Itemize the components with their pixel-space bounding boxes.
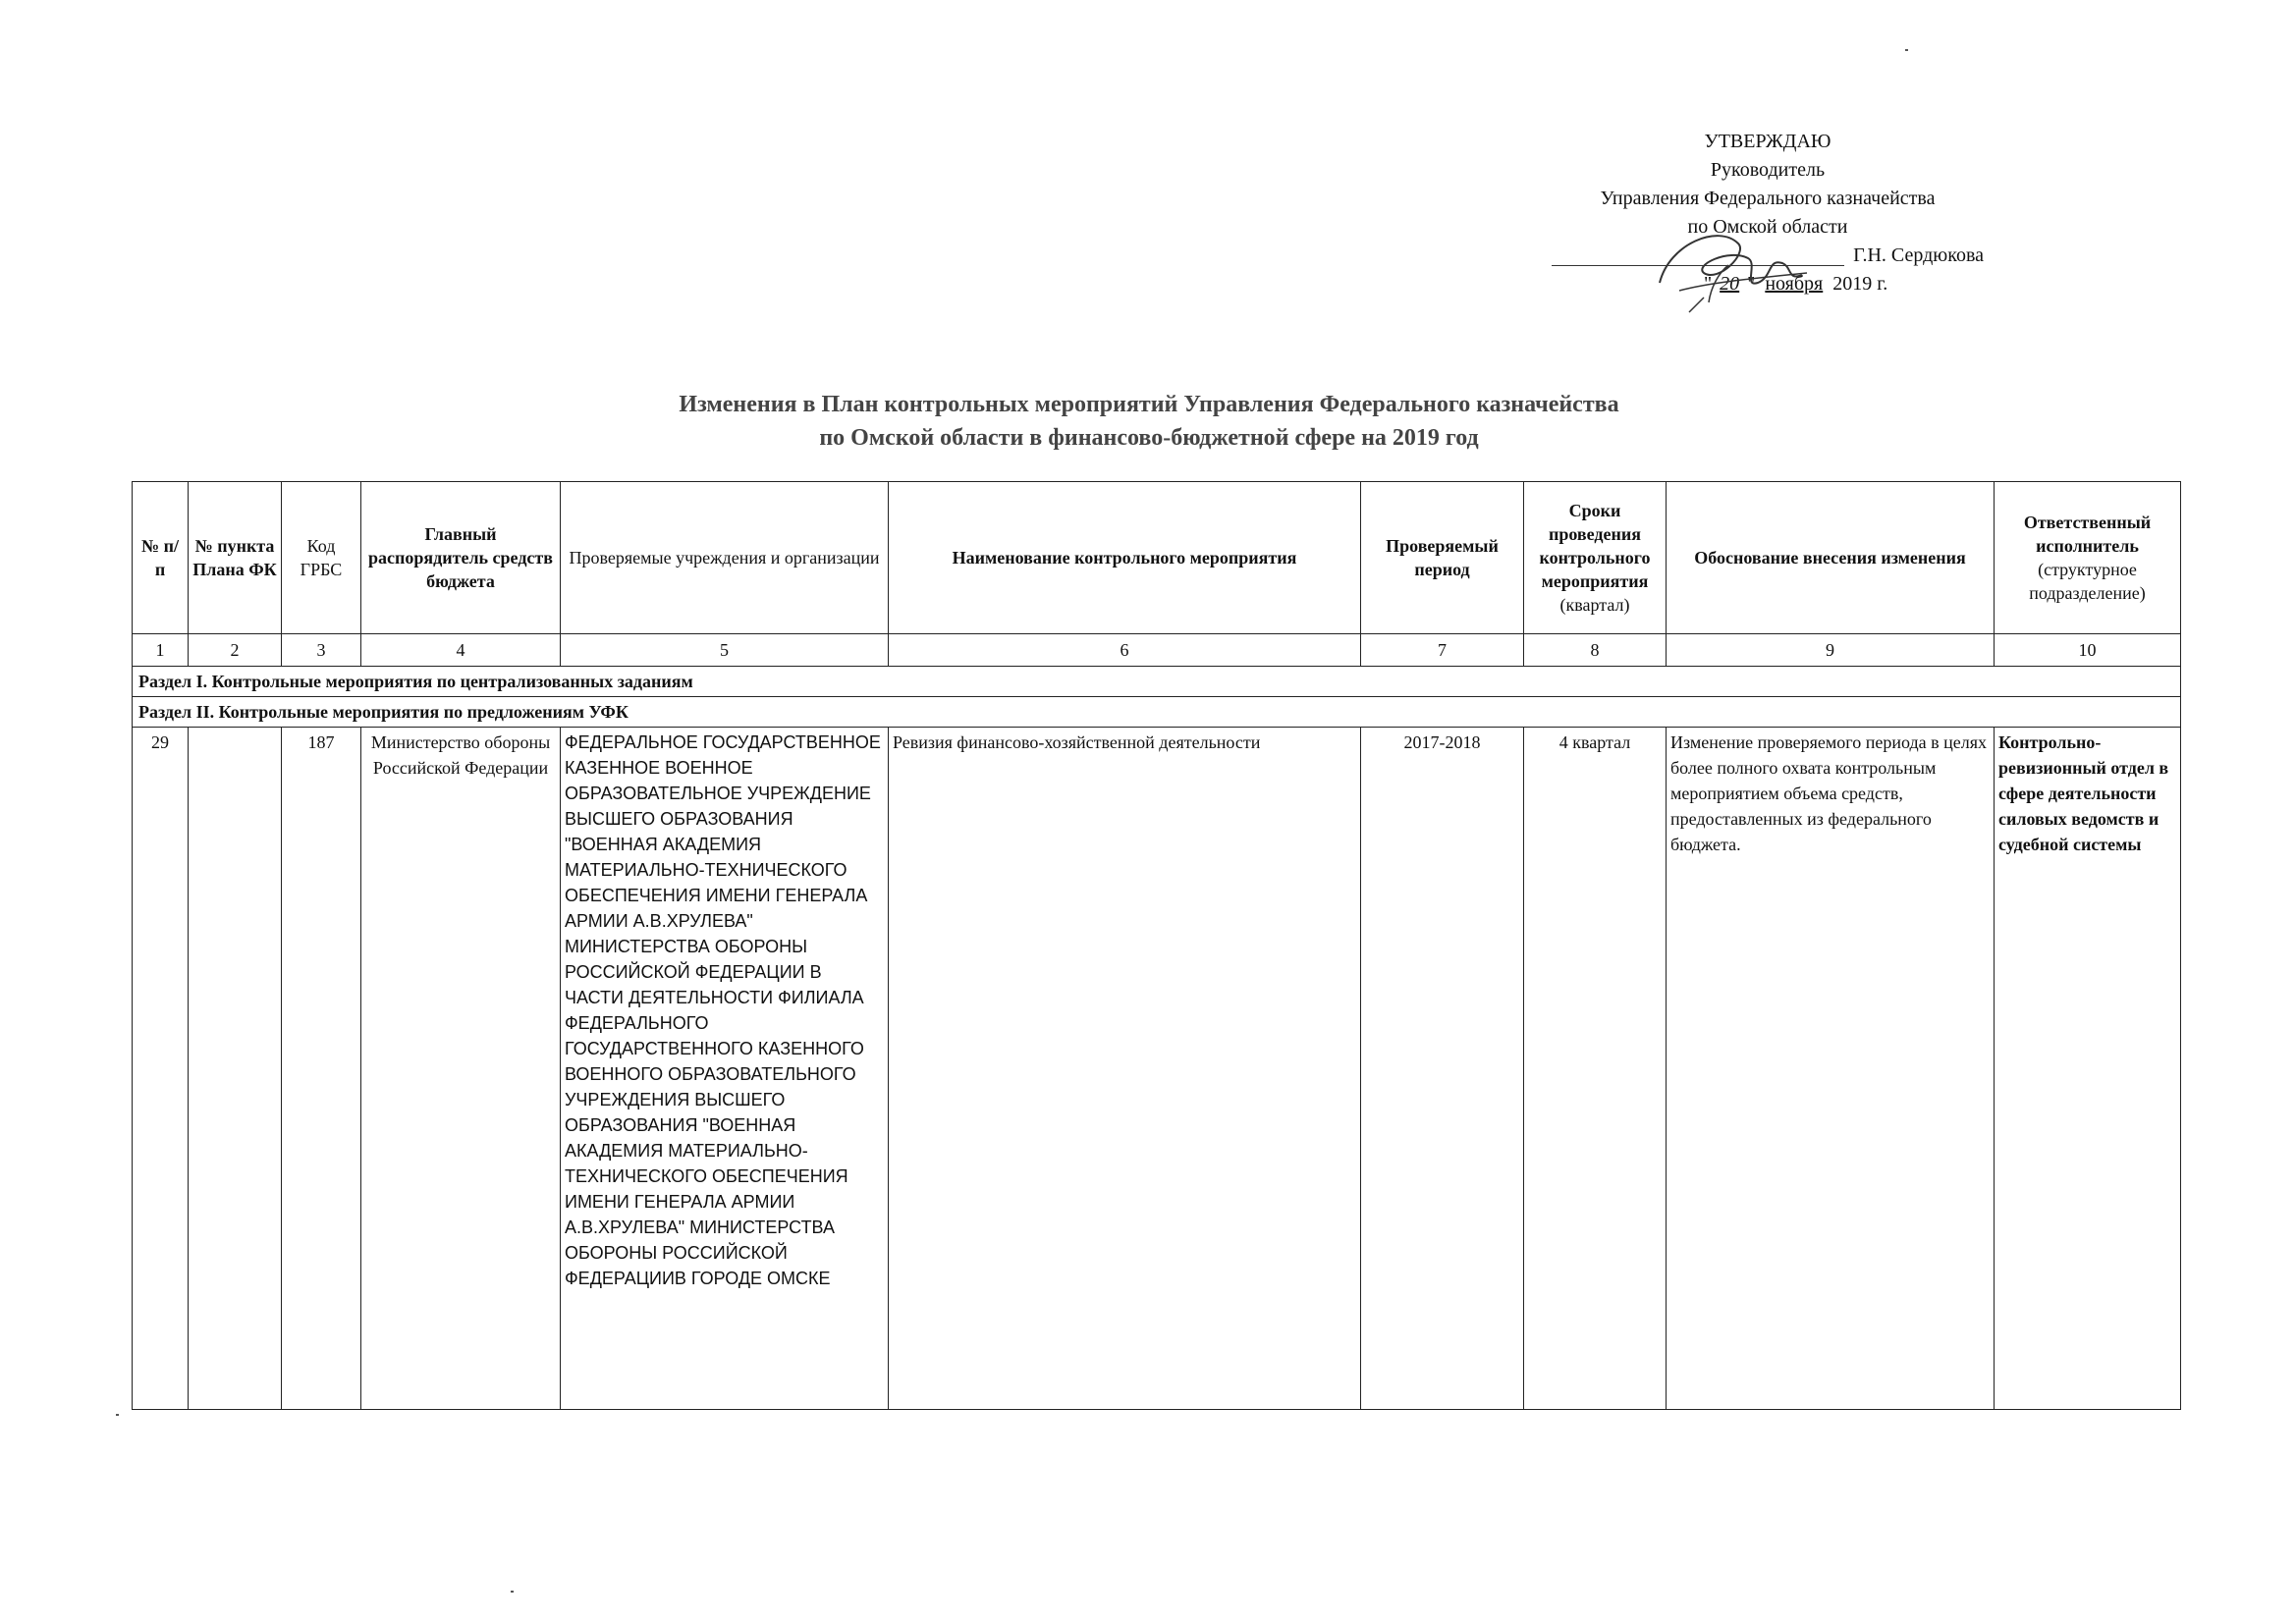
approval-title: УТВЕРЖДАЮ — [1704, 131, 1831, 152]
date-day: 20 — [1720, 273, 1740, 295]
column-number: 9 — [1667, 634, 1995, 667]
cell-num: 29 — [133, 728, 189, 1410]
header-event-name: Наименование контрольного мероприятия — [889, 482, 1361, 634]
cell-event-name: Ревизия финансово-хозяйственной деятельности — [889, 728, 1361, 1410]
approval-organization: Управления Федерального казначейства — [1600, 188, 1936, 209]
header-quarter-sub: (квартал) — [1559, 595, 1630, 615]
header-plan-item: № пункта Плана ФК — [189, 482, 282, 634]
title-line-2: по Омской области в финансово-бюджетной сфере на 2019 год — [819, 425, 1479, 451]
table-row — [133, 728, 2181, 1410]
header-quarter — [1524, 482, 1667, 634]
header-period: Проверяемый период — [1361, 482, 1524, 634]
column-number: 3 — [282, 634, 361, 667]
handwritten-signature — [1650, 214, 1817, 322]
cell-plan-item — [189, 728, 282, 1410]
header-executor — [1995, 482, 2181, 634]
cell-executor: Контрольно-ревизионный отдел в сфере деятельности силовых ведомств и судебной системы — [1995, 728, 2181, 1410]
header-executor-main: Ответственный исполнитель — [2023, 513, 2152, 556]
plan-table — [132, 481, 2181, 1410]
date-year: 2019 г. — [1832, 273, 1888, 295]
column-number: 1 — [133, 634, 189, 667]
cell-justification: Изменение проверяемого периода в целях более полного охвата контрольным мероприятием объема средств, предоставленных из федерального бюджета. — [1667, 728, 1995, 1410]
section-2-title: Раздел II. Контрольные мероприятия по предложениям УФК — [133, 697, 2181, 728]
header-institution: Проверяемые учреждения и организации — [561, 482, 889, 634]
column-number: 8 — [1524, 634, 1667, 667]
title-line-1: Изменения в План контрольных мероприятий Управления Федерального казначейства — [679, 392, 1619, 417]
cell-grbs-code: 187 — [282, 728, 361, 1410]
section-row-1 — [133, 667, 2181, 697]
cell-institution: ФЕДЕРАЛЬНОЕ ГОСУДАРСТВЕННОЕ КАЗЕННОЕ ВОЕННОЕ ОБРАЗОВАТЕЛЬНОЕ УЧРЕЖДЕНИЕ ВЫСШЕГО ОБРАЗОВАНИЯ "ВОЕННАЯ АКАДЕМИЯ МАТЕРИАЛЬНО-ТЕХНИЧЕСКОГО ОБЕСПЕЧЕНИЯ ИМЕНИ ГЕНЕРАЛА АРМИИ А.В.ХРУЛЕВА" МИНИСТЕРСТВА ОБОРОНЫ РОССИЙСКОЙ ФЕДЕРАЦИИ В ЧАСТИ ДЕЯТЕЛЬНОСТИ ФИЛИАЛА ФЕДЕРАЛЬНОГО ГОСУДАРСТВЕННОГО КАЗЕННОГО ВОЕННОГО ОБРАЗОВАТЕЛЬНОГО УЧРЕЖДЕНИЯ ВЫСШЕГО ОБРАЗОВАНИЯ "ВОЕННАЯ АКАДЕМИЯ МАТЕРИАЛЬНО-ТЕХНИЧЕСКОГО ОБЕСПЕЧЕНИЯ ИМЕНИ ГЕНЕРАЛА АРМИИ А.В.ХРУЛЕВА" МИНИСТЕРСТВА ОБОРОНЫ РОССИЙСКОЙ ФЕДЕРАЦИИВ ГОРОДЕ ОМСКЕ — [561, 728, 889, 1410]
section-row-2 — [133, 697, 2181, 728]
date-quote-close: " — [1747, 273, 1756, 295]
column-number: 10 — [1995, 634, 2181, 667]
header-quarter-main: Сроки проведения контрольного мероприятия — [1539, 501, 1651, 591]
approval-position: Руководитель — [1710, 159, 1826, 181]
column-number: 5 — [561, 634, 889, 667]
approval-region: по Омской области — [1687, 216, 1848, 238]
column-number: 4 — [361, 634, 561, 667]
date-quote-open: " — [1704, 273, 1713, 295]
header-manager: Главный распорядитель средств бюджета — [361, 482, 561, 634]
header-grbs-code: Код ГРБС — [282, 482, 361, 634]
column-number: 2 — [189, 634, 282, 667]
scan-speck — [511, 1591, 514, 1593]
table-header-row — [133, 482, 2181, 634]
date-month: ноября — [1765, 273, 1824, 295]
cell-manager: Министерство обороны Российской Федерации — [361, 728, 561, 1410]
cell-period: 2017-2018 — [1361, 728, 1524, 1410]
column-number: 7 — [1361, 634, 1524, 667]
cell-quarter: 4 квартал — [1524, 728, 1667, 1410]
header-num: № п/п — [133, 482, 189, 634]
document-title — [393, 388, 1905, 455]
column-number: 6 — [889, 634, 1361, 667]
section-1-title: Раздел I. Контрольные мероприятия по централизованных заданиям — [133, 667, 2181, 697]
column-numbers-row — [133, 634, 2181, 667]
signatory-name: Г.Н. Сердюкова — [1853, 244, 1984, 266]
scan-speck — [1905, 49, 1908, 51]
header-executor-sub: (структурное подразделение) — [2029, 560, 2146, 603]
scan-speck — [116, 1414, 119, 1416]
header-justification: Обоснование внесения изменения — [1667, 482, 1995, 634]
